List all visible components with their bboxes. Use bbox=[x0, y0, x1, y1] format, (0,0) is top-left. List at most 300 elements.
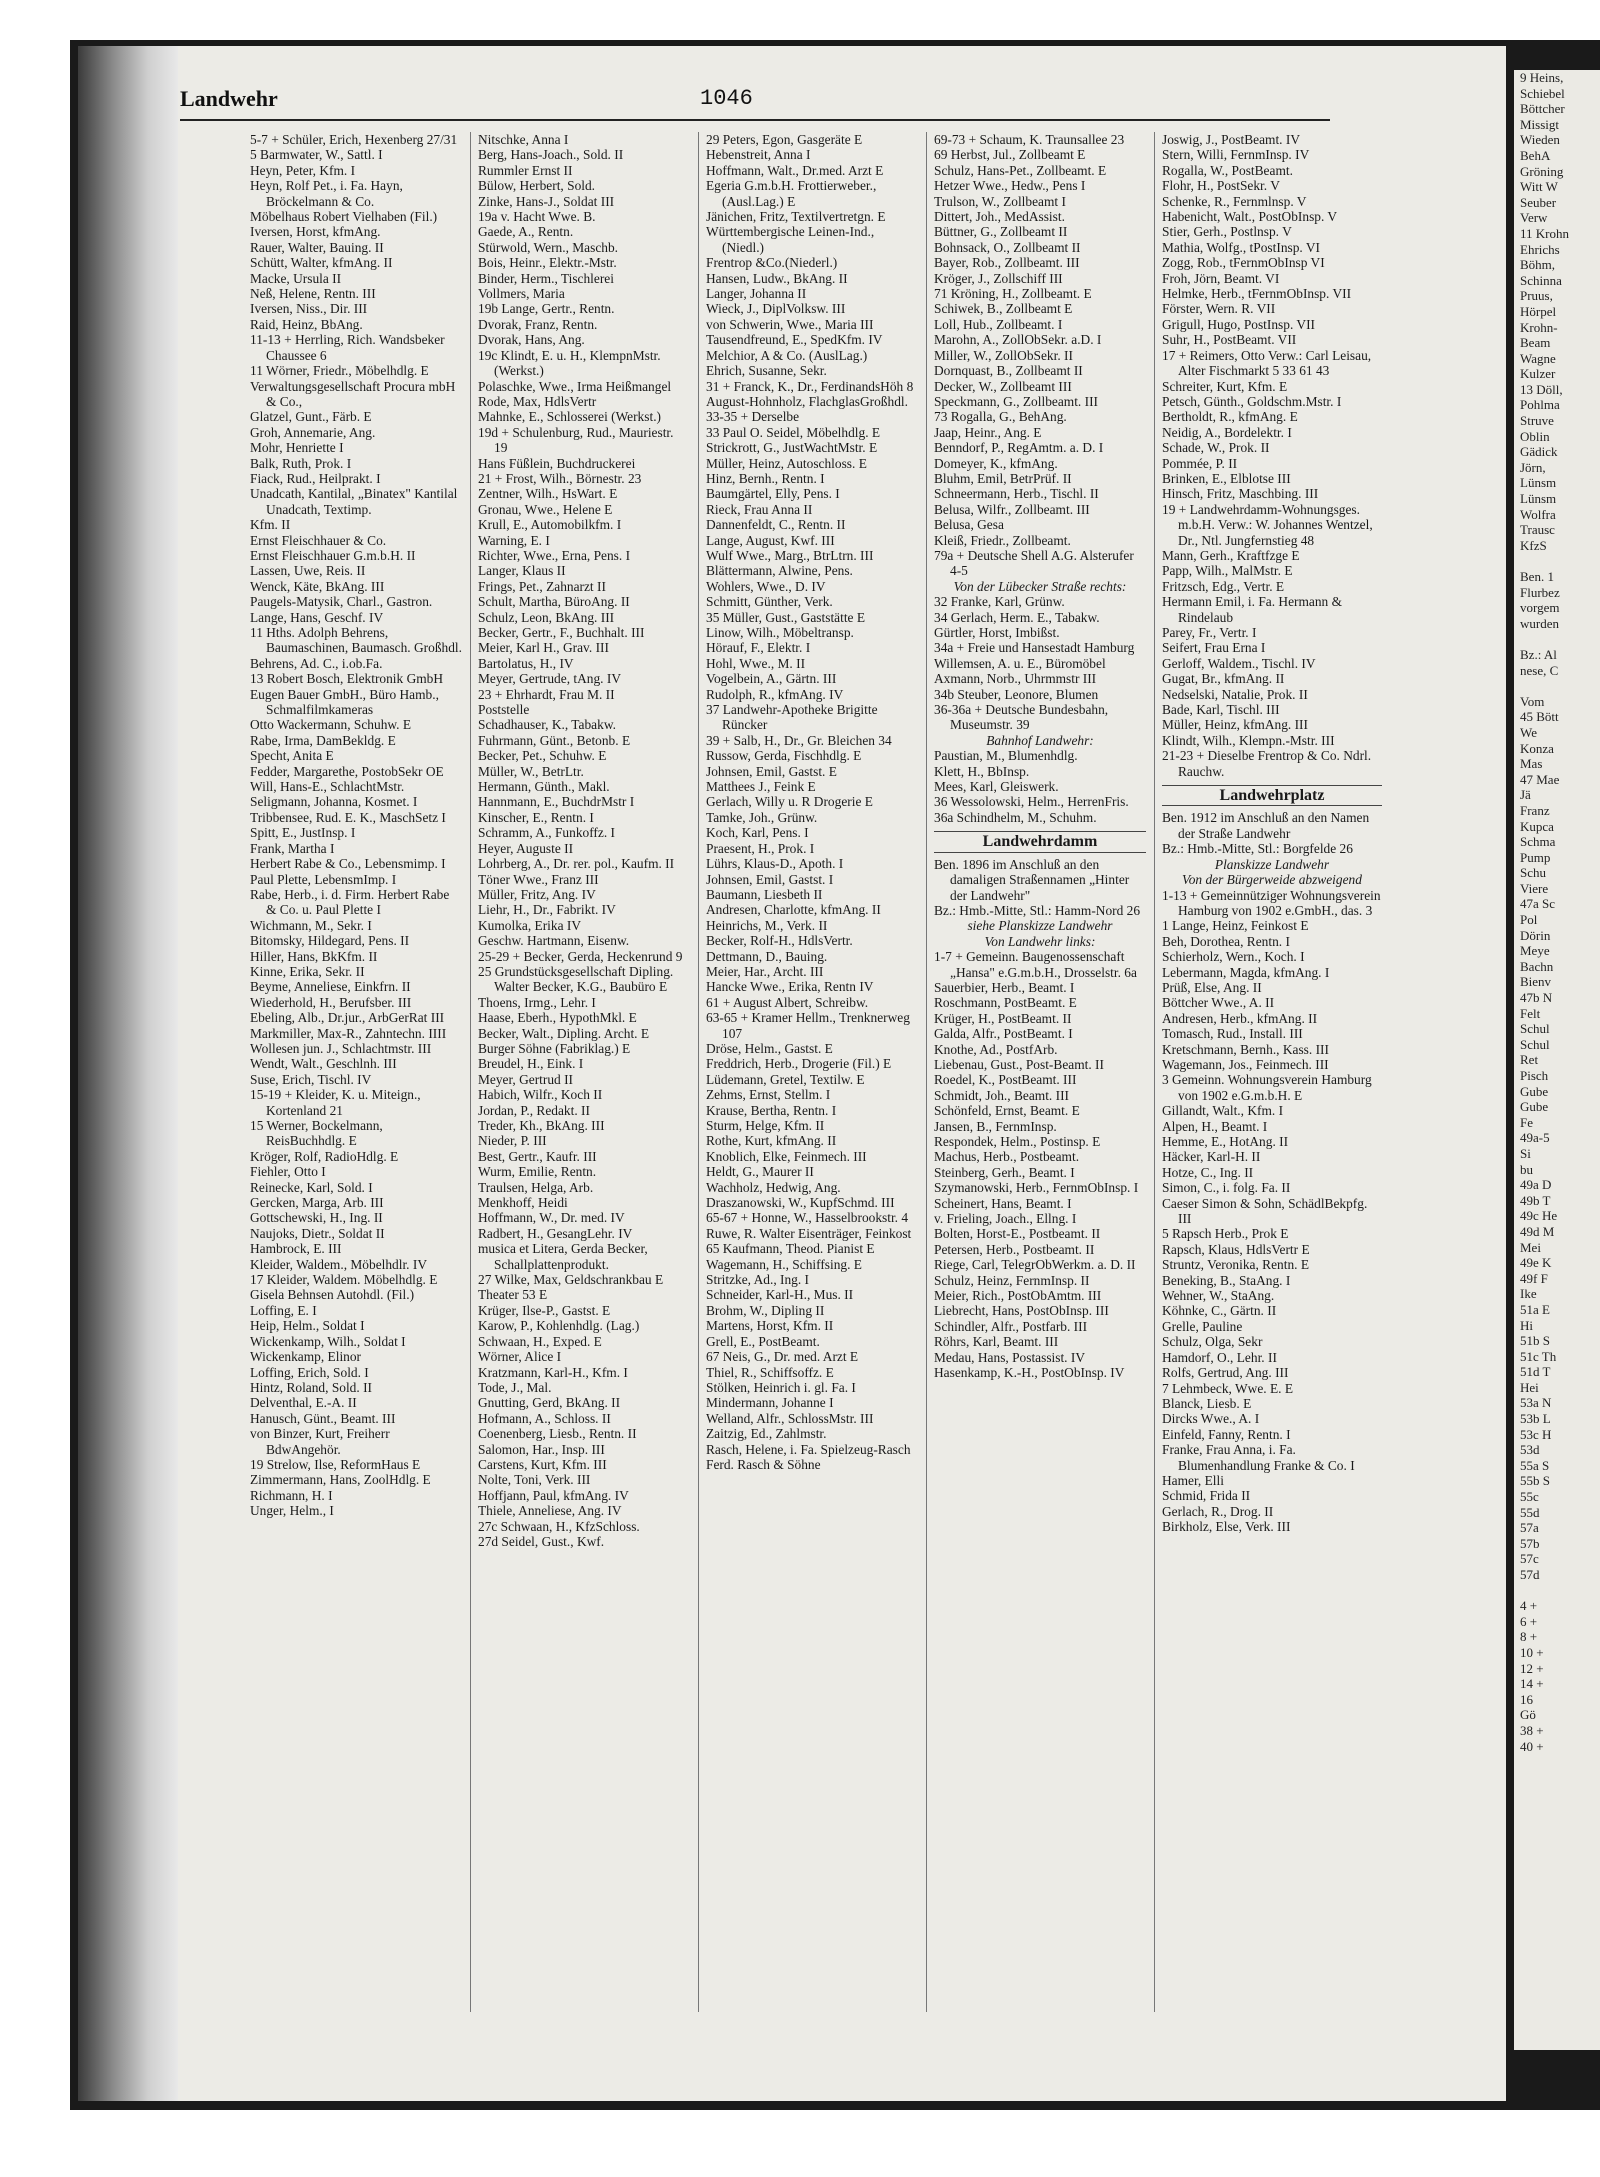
directory-entry: Schulz, Heinz, FernmInsp. II bbox=[934, 1272, 1090, 1288]
directory-entry: Mathia, Wolfg., tPostInsp. VI bbox=[1162, 239, 1320, 255]
directory-entry: Schiwek, B., Zollbeamt E bbox=[934, 301, 1073, 317]
next-page-line: 49a D bbox=[1520, 1177, 1552, 1193]
directory-entry: Rudolph, R., kfmAng. IV bbox=[706, 686, 844, 702]
directory-entry: 5 Barmwater, W., Sattl. I bbox=[250, 147, 383, 163]
directory-entry: Wohlers, Wwe., D. IV bbox=[706, 578, 826, 594]
directory-entry: Dvorak, Hans, Ang. bbox=[478, 332, 585, 348]
directory-entry: Kinne, Erika, Sekr. II bbox=[250, 963, 365, 979]
next-page-line: Fe bbox=[1520, 1114, 1533, 1130]
next-page-line: Krohn- bbox=[1520, 319, 1558, 335]
directory-entry: Zehms, Ernst, Stellm. I bbox=[706, 1087, 831, 1103]
directory-entry: Dittert, Joh., MedAssist. bbox=[934, 209, 1065, 225]
next-page-line: Schul bbox=[1520, 1036, 1550, 1052]
directory-entry: Müller, Heinz, Autoschloss. E bbox=[706, 455, 867, 471]
next-page-line: Flurbez bbox=[1520, 584, 1560, 600]
directory-entry: Fuhrmann, Günt., Betonb. E bbox=[478, 732, 631, 748]
directory-entry: Schierholz, Wern., Koch. I bbox=[1162, 949, 1305, 965]
next-page-line: 51a E bbox=[1520, 1301, 1550, 1317]
directory-entry: Dvorak, Franz, Rentn. bbox=[478, 316, 598, 332]
directory-entry: Nolte, Toni, Verk. III bbox=[478, 1472, 591, 1488]
directory-entry: Hoffmann, W., Dr. med. IV bbox=[478, 1210, 625, 1226]
directory-entry: Habich, Wilfr., Koch II bbox=[478, 1087, 603, 1103]
directory-entry: Glatzel, Gunt., Färb. E bbox=[250, 409, 372, 425]
column-divider bbox=[1154, 132, 1155, 2012]
next-page-line: 49d M bbox=[1520, 1223, 1555, 1239]
directory-entry: Wörner, Alice I bbox=[478, 1349, 562, 1365]
directory-entry: Fritzsch, Edg., Vertr. E bbox=[1162, 578, 1285, 594]
directory-entry: Hetzer Wwe., Hedw., Pens I bbox=[934, 178, 1086, 194]
directory-entry: Blanck, Liesb. E bbox=[1162, 1395, 1252, 1411]
directory-entry: Specht, Anita E bbox=[250, 748, 334, 764]
directory-entry: Jordan, P., Redakt. II bbox=[478, 1102, 590, 1118]
directory-entry: 61 + August Albert, Schreibw. bbox=[706, 994, 869, 1010]
directory-entry: Lebermann, Magda, kfmAng. I bbox=[1162, 964, 1330, 980]
directory-entry: Hermann Emil, i. Fa. Hermann & Rindelaub bbox=[1162, 594, 1342, 625]
next-page-line: 14 + bbox=[1520, 1676, 1544, 1692]
directory-entry: 36-36a + Deutsche Bundesbahn, Museumstr. 39 bbox=[934, 702, 1109, 733]
directory-entry: Nedselski, Natalie, Prok. II bbox=[1162, 686, 1308, 702]
page-number: 1046 bbox=[700, 86, 753, 111]
directory-entry: Meier, Karl H., Grav. III bbox=[478, 640, 609, 656]
directory-entry: Hiller, Hans, BkKfm. II bbox=[250, 948, 378, 964]
directory-entry: Schult, Martha, BüroAng. II bbox=[478, 594, 630, 610]
directory-entry: Praesent, H., Prok. I bbox=[706, 840, 815, 856]
directory-entry: Thoens, Irmg., Lehr. I bbox=[478, 994, 596, 1010]
directory-entry: Brohm, W., Dipling II bbox=[706, 1302, 825, 1318]
next-page-line: 55d bbox=[1520, 1504, 1540, 1520]
directory-entry: Beyme, Anneliese, Einkfrn. II bbox=[250, 979, 411, 995]
next-page-line: Seuber bbox=[1520, 194, 1557, 210]
directory-entry: 17 + Reimers, Otto Verw.: Carl Leisau, Alter Fischmarkt 5 33 61 43 bbox=[1162, 347, 1372, 379]
directory-entry: Hörauf, F., Elektr. I bbox=[706, 640, 811, 656]
next-page-line: Meye bbox=[1520, 943, 1550, 959]
directory-entry: Respondek, Helm., Postinsp. E bbox=[934, 1134, 1101, 1149]
directory-entry: Richmann, H. I bbox=[250, 1487, 333, 1503]
directory-entry: Kinscher, E., Rentn. I bbox=[478, 809, 594, 825]
directory-entry: Rolfs, Gertrud, Ang. III bbox=[1162, 1365, 1289, 1381]
directory-entry: Hoffmann, Walt., Dr.med. Arzt E bbox=[706, 162, 884, 178]
directory-entry: 3 Gemeinn. Wohnungsverein Hamburg von 1902 e.G.m.b.H. E bbox=[1162, 1072, 1372, 1103]
directory-entry: August-Hohnholz, FlachglasGroßhdl. bbox=[706, 393, 908, 409]
directory-entry: 19 + Landwehrdamm-Wohnungsges. m.b.H. Verw.: W. Johannes Wentzel, Dr., Ntl. Jungfernstieg 48 bbox=[1162, 501, 1373, 548]
directory-column-3 bbox=[706, 132, 918, 1472]
directory-entry: Württembergische Leinen-Ind., (Niedl.) bbox=[706, 224, 875, 255]
directory-entry: Loffing, Erich, Sold. I bbox=[250, 1364, 369, 1380]
directory-entry: Unadcath, Kantilal, „Binatex" Kantilal Unadcath, Textimp. bbox=[250, 486, 458, 517]
next-page-line: 47b N bbox=[1520, 990, 1553, 1006]
directory-entry: Lüdemann, Gretel, Textilw. E bbox=[706, 1071, 865, 1087]
directory-entry: Egeria G.m.b.H. Frottierweber., (Ausl.Lag.) E bbox=[706, 178, 877, 209]
directory-entry: 67 Neis, G., Dr. med. Arzt E bbox=[706, 1349, 859, 1365]
directory-entry: Franke, Frau Anna, i. Fa. Blumenhandlung Franke & Co. I bbox=[1162, 1442, 1355, 1473]
directory-entry: Birkholz, Else, Verk. III bbox=[1162, 1519, 1291, 1535]
directory-entry: Freddrich, Herb., Drogerie (Fil.) E bbox=[706, 1056, 892, 1072]
directory-entry: Willemsen, A. u. E., Büromöbel bbox=[934, 655, 1106, 671]
directory-entry: Marohn, A., ZollObSekr. a.D. I bbox=[934, 332, 1102, 348]
next-page-line: 49b T bbox=[1520, 1192, 1551, 1208]
directory-entry: Kfm. II bbox=[250, 517, 291, 533]
next-page-line: Ike bbox=[1520, 1286, 1537, 1302]
column-divider bbox=[926, 132, 927, 2012]
directory-entry: Dröse, Helm., Gastst. E bbox=[706, 1040, 833, 1056]
directory-entry: Gercken, Marga, Arb. III bbox=[250, 1195, 384, 1211]
directory-entry: von Binzer, Kurt, Freiherr BdwAngehör. bbox=[250, 1426, 390, 1457]
next-page-line: Gube bbox=[1520, 1099, 1549, 1115]
next-page-line: Pohlma bbox=[1520, 397, 1560, 413]
directory-entry: Hofmann, A., Schloss. II bbox=[478, 1410, 611, 1426]
directory-entry: Salomon, Har., Insp. III bbox=[478, 1441, 605, 1457]
next-page-line: 57d bbox=[1520, 1567, 1540, 1582]
next-page-line: 47 Mae bbox=[1520, 771, 1560, 787]
directory-entry: 71 Kröning, H., Zollbeamt. E bbox=[934, 286, 1092, 302]
directory-entry: Gerloff, Waldem., Tischl. IV bbox=[1162, 655, 1316, 671]
directory-entry: Fiack, Rud., Heilprakt. I bbox=[250, 470, 381, 486]
directory-entry: von Schwerin, Wwe., Maria III bbox=[706, 316, 874, 332]
directory-entry: Roedel, K., PostBeamt. III bbox=[934, 1072, 1077, 1088]
directory-entry: 29 Peters, Egon, Gasgeräte E bbox=[706, 132, 863, 147]
directory-entry: Theater 53 E bbox=[478, 1287, 548, 1303]
next-page-line: bu bbox=[1520, 1161, 1533, 1177]
directory-entry: Iversen, Niss., Dir. III bbox=[250, 301, 368, 317]
directory-entry: Schönfeld, Ernst, Beamt. E bbox=[934, 1103, 1080, 1119]
next-page-line: Witt W bbox=[1520, 179, 1558, 195]
directory-entry: Wollesen jun. J., Schlachtmstr. III bbox=[250, 1040, 432, 1056]
next-page-line: BehA bbox=[1520, 147, 1551, 163]
directory-entry: Traulsen, Helga, Arb. bbox=[478, 1179, 594, 1195]
directory-entry: Ferd. Rasch & Söhne bbox=[706, 1456, 821, 1472]
directory-entry: Stürwold, Wern., Maschb. bbox=[478, 239, 619, 255]
next-page-line: Missigt bbox=[1520, 116, 1560, 132]
directory-entry: Hancke Wwe., Erika, Rentn IV bbox=[706, 979, 874, 995]
directory-entry: Hintz, Roland, Sold. II bbox=[250, 1379, 372, 1395]
next-page-line: Schiebel bbox=[1520, 85, 1565, 101]
directory-entry: 69 Herbst, Jul., Zollbeamt E bbox=[934, 147, 1086, 163]
next-page-line: Wieden bbox=[1520, 132, 1560, 148]
next-page-line: Schul bbox=[1520, 1021, 1550, 1037]
directory-entry: Wehner, W., StaAng. bbox=[1162, 1288, 1275, 1304]
directory-entry: Wachholz, Hedwig, Ang. bbox=[706, 1179, 841, 1195]
directory-entry: Reinecke, Karl, Sold. I bbox=[250, 1179, 373, 1195]
directory-entry: Bluhm, Emil, BetrPrüf. II bbox=[934, 470, 1072, 486]
directory-entry: Seligmann, Johanna, Kosmet. I bbox=[250, 794, 418, 810]
directory-entry: Dornquast, B., Zollbeamt II bbox=[934, 363, 1083, 379]
directory-entry: 19d + Schulenburg, Rud., Mauriestr. 19 bbox=[478, 424, 674, 456]
directory-entry: Frings, Pet., Zahnarzt II bbox=[478, 578, 606, 594]
directory-entry: Medau, Hans, Postassist. IV bbox=[934, 1349, 1086, 1365]
next-page-line: Gröning bbox=[1520, 163, 1564, 179]
directory-entry: Burger Söhne (Fabriklag.) E bbox=[478, 1040, 631, 1056]
next-page-line: Ben. 1 bbox=[1520, 569, 1554, 584]
directory-entry: 21 + Frost, Wilh., Börnestr. 23 bbox=[478, 470, 642, 486]
next-page-line: Hörpel bbox=[1520, 303, 1557, 319]
directory-entry: Neidig, A., Bordelektr. I bbox=[1162, 424, 1292, 440]
directory-entry: Rasch, Helene, i. Fa. Spielzeug-Rasch bbox=[706, 1441, 911, 1457]
directory-entry: Coenenberg, Liesb., Rentn. II bbox=[478, 1426, 637, 1442]
directory-entry: 21-23 + Dieselbe Frentrop & Co. Ndrl. Rauchw. bbox=[1162, 748, 1372, 779]
directory-entry: Pommée, P. II bbox=[1162, 455, 1238, 471]
directory-entry: Möbelhaus Robert Vielhaben (Fil.) bbox=[250, 209, 438, 225]
directory-entry: Raid, Heinz, BbAng. bbox=[250, 316, 363, 332]
next-page-line: 6 + bbox=[1520, 1613, 1538, 1629]
directory-entry: Joswig, J., PostBeamt. IV bbox=[1162, 132, 1301, 147]
next-page-line: Wagne bbox=[1520, 350, 1556, 366]
directory-entry: Krüger, H., PostBeamt. II bbox=[934, 1010, 1072, 1026]
directory-entry: Wagemann, H., Schiffsing. E bbox=[706, 1256, 862, 1272]
next-page-line: Felt bbox=[1520, 1005, 1541, 1021]
directory-entry: Miller, W., ZollObSekr. II bbox=[934, 347, 1073, 363]
directory-entry: 65-67 + Honne, W., Hasselbrookstr. 4 bbox=[706, 1210, 909, 1226]
directory-entry: Welland, Alfr., SchlossMstr. III bbox=[706, 1410, 874, 1426]
directory-entry: Bülow, Herbert, Sold. bbox=[478, 178, 596, 194]
directory-column-1 bbox=[250, 132, 462, 1519]
next-page-line: Gädick bbox=[1520, 444, 1558, 460]
directory-entry: Ehrich, Susanne, Sekr. bbox=[706, 363, 827, 379]
directory-entry: Bitomsky, Hildegard, Pens. II bbox=[250, 933, 410, 949]
next-page-line: 49c He bbox=[1520, 1208, 1558, 1224]
directory-entry: 27 Wilke, Max, Geldschrankbau E bbox=[478, 1272, 664, 1288]
directory-entry: Gugat, Br., kfmAng. II bbox=[1162, 671, 1285, 687]
directory-entry: Becker, Pet., Schuhw. E bbox=[478, 748, 607, 764]
directory-entry: 36 Wessolowski, Helm., HerrenFris. bbox=[934, 794, 1129, 810]
directory-entry: Habenicht, Walt., PostObInsp. V bbox=[1162, 209, 1338, 225]
directory-entry: Schindler, Alfr., Postfarb. III bbox=[934, 1318, 1088, 1334]
directory-column-5 bbox=[1162, 132, 1382, 1535]
next-page-line: Wolfra bbox=[1520, 506, 1556, 522]
directory-entry: 27d Seidel, Gust., Kwf. bbox=[478, 1533, 605, 1549]
directory-entry: Belusa, Gesa bbox=[934, 517, 1004, 533]
directory-entry: Treder, Kh., BkAng. III bbox=[478, 1118, 605, 1133]
directory-entry: Förster, Wern. R. VII bbox=[1162, 301, 1276, 317]
next-page-line: 55b S bbox=[1520, 1473, 1550, 1489]
directory-entry: Ernst Fleischhauer & Co. bbox=[250, 532, 387, 548]
directory-entry: Benndorf, P., RegAmtm. a. D. I bbox=[934, 440, 1104, 456]
directory-entry: Böttcher Wwe., A. II bbox=[1162, 995, 1275, 1011]
directory-entry: Vollmers, Maria bbox=[478, 286, 565, 302]
directory-entry: Riege, Carl, TelegrObWerkm. a. D. II bbox=[934, 1257, 1136, 1273]
directory-entry: Klindt, Wilh., Klempn.-Mstr. III bbox=[1162, 732, 1335, 748]
directory-entry: Kratzmann, Karl-H., Kfm. I bbox=[478, 1364, 628, 1380]
book-page-edge bbox=[78, 46, 178, 2101]
directory-entry: Gaede, A., Rentn. bbox=[478, 224, 574, 240]
directory-entry: 5 Rapsch Herb., Prok E bbox=[1162, 1226, 1289, 1242]
next-page-line: 51d T bbox=[1520, 1364, 1551, 1380]
directory-entry: Meyer, Gertrude, tAng. IV bbox=[478, 671, 621, 687]
directory-entry: Matthees J., Feink E bbox=[706, 779, 816, 795]
directory-entry: Stier, Gerh., Postlnsp. V bbox=[1162, 224, 1292, 240]
directory-entry: 1-7 + Gemeinn. Baugenossenschaft „Hansa" e.G.m.b.H., Drosselstr. 6a bbox=[934, 949, 1137, 980]
section-note: siehe Planskizze Landwehr bbox=[967, 918, 1113, 934]
section-note: Von Landwehr links: bbox=[984, 933, 1096, 949]
directory-entry: Grell, E., PostBeamt. bbox=[706, 1333, 820, 1349]
directory-entry: Groh, Annemarie, Ang. bbox=[250, 424, 376, 440]
directory-entry: Knoblich, Elke, Feinmech. III bbox=[706, 1148, 867, 1164]
directory-entry: Büttner, G., Zollbeamt II bbox=[934, 224, 1068, 240]
directory-entry: Becker, Walt., Dipling. Archt. E bbox=[478, 1025, 650, 1041]
directory-entry: Wiederhold, H., Berufsber. III bbox=[250, 994, 412, 1010]
next-page-line: 53d bbox=[1520, 1442, 1540, 1458]
directory-entry: Ernst Fleischhauer G.m.b.H. II bbox=[250, 547, 416, 563]
directory-entry: Karow, P., Kohlenhdlg. (Lag.) bbox=[478, 1318, 640, 1334]
directory-entry: Naujoks, Dietr., Soldat II bbox=[250, 1225, 385, 1241]
directory-entry: Schwaan, H., Exped. E bbox=[478, 1333, 602, 1349]
directory-entry: Wulf Wwe., Marg., BtrLtrn. III bbox=[706, 547, 874, 563]
directory-entry: Heyn, Peter, Kfm. I bbox=[250, 162, 356, 178]
directory-entry: Bohnsack, O., Zollbeamt II bbox=[934, 239, 1081, 255]
directory-entry: Wickenkamp, Wilh., Soldat I bbox=[250, 1333, 406, 1349]
directory-entry: 11 Wörner, Friedr., Möbelhdlg. E bbox=[250, 363, 429, 379]
next-page-line: Struve bbox=[1520, 413, 1554, 429]
directory-entry: Schadhauser, K., Tabakw. bbox=[478, 717, 616, 733]
next-page-line: 45 Bött bbox=[1520, 709, 1559, 725]
directory-entry: 19a v. Hacht Wwe. B. bbox=[478, 209, 596, 225]
directory-entry: Gronau, Wwe., Helene E bbox=[478, 501, 613, 517]
next-page-line: Verw bbox=[1520, 210, 1548, 226]
directory-entry: Caeser Simon & Sohn, SchädlBekpfg. III bbox=[1162, 1195, 1368, 1227]
next-page-line: KfzS bbox=[1520, 537, 1547, 553]
directory-entry: Kröger, J., Zollschiff III bbox=[934, 270, 1063, 286]
directory-entry: Wichmann, M., Sekr. I bbox=[250, 917, 372, 933]
directory-entry: Sauerbier, Herb., Beamt. I bbox=[934, 979, 1075, 995]
next-page-line: 40 + bbox=[1520, 1738, 1544, 1754]
column-divider bbox=[698, 132, 699, 2012]
directory-entry: 15-19 + Kleider, K. u. Miteign., Kortenland 21 bbox=[250, 1087, 421, 1118]
directory-entry: Schütt, Walter, kfmAng. II bbox=[250, 255, 393, 271]
directory-entry: Wieck, J., DiplVolksw. III bbox=[706, 301, 846, 317]
directory-entry: Lange, Hans, Geschf. IV bbox=[250, 609, 384, 625]
directory-entry: Stritzke, Ad., Ing. I bbox=[706, 1272, 810, 1288]
directory-entry: Suse, Erich, Tischl. IV bbox=[250, 1071, 372, 1087]
directory-entry: Jaap, Heinr., Ang. E bbox=[934, 424, 1042, 440]
section-note: Planskizze Landwehr bbox=[1214, 856, 1330, 872]
directory-entry: Kretschmann, Bernh., Kass. III bbox=[1162, 1041, 1329, 1057]
directory-entry: Bertholdt, R., kfmAng. E bbox=[1162, 409, 1298, 425]
directory-entry: Nitschke, Anna I bbox=[478, 132, 569, 147]
next-page-line: Jörn, bbox=[1520, 459, 1546, 475]
directory-entry: Speckmann, G., Zollbeamt. III bbox=[934, 393, 1098, 409]
directory-entry: Liebenau, Gust., Post-Beamt. II bbox=[934, 1056, 1104, 1072]
directory-entry: 37 Landwehr-Apotheke Brigitte Rüncker bbox=[706, 702, 878, 733]
directory-entry: Grigull, Hugo, PostInsp. VII bbox=[1162, 316, 1316, 332]
next-page-line: Gube bbox=[1520, 1083, 1549, 1099]
directory-entry: Langer, Johanna II bbox=[706, 286, 807, 302]
next-page-line: We bbox=[1520, 724, 1537, 740]
directory-entry: 34 Gerlach, Herm. E., Tabakw. bbox=[934, 609, 1100, 625]
directory-entry: Galda, Alfr., PostBeamt. I bbox=[934, 1026, 1073, 1042]
directory-entry: Hannmann, E., BuchdrMstr I bbox=[478, 794, 635, 810]
next-page-line: 16 bbox=[1520, 1691, 1533, 1707]
directory-entry: Wendt, Walt., Geschlnh. III bbox=[250, 1056, 397, 1072]
directory-entry: Gürtler, Horst, Imbißst. bbox=[934, 625, 1060, 640]
directory-entry: Johnsen, Emil, Gastst. E bbox=[706, 763, 837, 779]
directory-entry: Wurm, Emilie, Rentn. bbox=[478, 1164, 597, 1180]
directory-entry: 25 Grundstücksgesellschaft Dipling. Walter Becker, K.G., Baubüro E bbox=[478, 963, 674, 995]
directory-entry: Melchior, A & Co. (AuslLag.) bbox=[706, 347, 868, 363]
directory-entry: Ben. 1912 im Anschluß an den Namen der Straße Landwehr bbox=[1162, 810, 1370, 841]
directory-entry: Best, Gertr., Kaufr. III bbox=[478, 1148, 597, 1164]
page-header bbox=[180, 86, 1330, 126]
directory-entry: Einfeld, Fanny, Rentn. I bbox=[1162, 1426, 1291, 1442]
directory-entry: 19b Lange, Gertr., Rentn. bbox=[478, 301, 615, 317]
directory-entry: Zimmermann, Hans, ZoolHdlg. E bbox=[250, 1472, 431, 1488]
directory-entry: Alpen, H., Beamt. I bbox=[1162, 1118, 1268, 1134]
next-page-line: 57b bbox=[1520, 1535, 1540, 1551]
directory-entry: Rode, Max, HdlsVertr bbox=[478, 393, 597, 409]
directory-entry: Linow, Wilh., Möbeltransp. bbox=[706, 625, 854, 640]
directory-entry: Krause, Bertha, Rentn. I bbox=[706, 1102, 837, 1118]
directory-entry: Wagemann, Jos., Feinmech. III bbox=[1162, 1056, 1329, 1072]
directory-entry: Tribbensee, Rud. E. K., MaschSetz I bbox=[250, 809, 446, 825]
directory-entry: Paugels-Matysik, Charl., Gastron. bbox=[250, 594, 433, 610]
directory-entry: Warning, E. I bbox=[478, 532, 550, 548]
directory-entry: 36a Schindhelm, M., Schuhm. bbox=[934, 809, 1097, 825]
directory-entry: Andresen, Charlotte, kfmAng. II bbox=[706, 902, 881, 918]
directory-entry: Suhr, H., PostBeamt. VII bbox=[1162, 332, 1297, 348]
directory-entry: Meyer, Gertrud II bbox=[478, 1071, 574, 1087]
directory-entry: Schade, W., Prok. II bbox=[1162, 440, 1270, 456]
directory-entry: 69-73 + Schaum, K. Traunsallee 23 bbox=[934, 132, 1125, 147]
directory-entry: Stölken, Heinrich i. gl. Fa. I bbox=[706, 1379, 856, 1395]
directory-entry: Szymanowski, Herb., FernmObInsp. I bbox=[934, 1180, 1139, 1196]
directory-entry: 5-7 + Schüler, Erich, Hexenberg 27/31 bbox=[250, 132, 458, 147]
next-page-line: Bz.: Al bbox=[1520, 646, 1557, 662]
next-page-line: Mas bbox=[1520, 756, 1543, 772]
directory-entry: Hasenkamp, K.-H., PostObInsp. IV bbox=[934, 1365, 1125, 1381]
next-page-line bbox=[1514, 631, 1600, 647]
directory-entry: Struntz, Veronika, Rentn. E bbox=[1162, 1257, 1310, 1273]
directory-entry: Loll, Hub., Zollbeamt. I bbox=[934, 316, 1063, 332]
directory-entry: Trulson, W., Zollbeamt I bbox=[934, 193, 1066, 209]
directory-entry: Behrens, Ad. C., i.ob.Fa. bbox=[250, 655, 383, 671]
directory-entry: Poststelle bbox=[478, 702, 530, 718]
directory-entry: Meier, Rich., PostObAmtm. III bbox=[934, 1288, 1102, 1304]
directory-entry: Rothe, Kurt, kfmAng. II bbox=[706, 1133, 837, 1149]
directory-entry: 31 + Franck, K., Dr., FerdinandsHöh 8 bbox=[706, 378, 914, 394]
section-note: Bahnhof Landwehr: bbox=[986, 732, 1094, 748]
directory-entry: Markmiller, Max-R., Zahntechn. IIII bbox=[250, 1025, 447, 1041]
directory-entry: Parey, Fr., Vertr. I bbox=[1162, 625, 1257, 640]
next-page-fragment bbox=[1514, 70, 1600, 2050]
directory-entry: Zentner, Wilh., HsWart. E bbox=[478, 486, 618, 502]
directory-entry: Mees, Karl, Gleiswerk. bbox=[934, 779, 1059, 795]
directory-entry: Hinsch, Fritz, Maschbing. III bbox=[1162, 486, 1319, 502]
directory-entry: Bade, Karl, Tischl. III bbox=[1162, 702, 1280, 718]
directory-entry: Klett, H., BbInsp. bbox=[934, 763, 1030, 779]
directory-entry: Menkhoff, Heidi bbox=[478, 1195, 568, 1211]
directory-entry: Otto Wackermann, Schuhw. E bbox=[250, 717, 412, 733]
next-page-line: Mei bbox=[1520, 1239, 1541, 1255]
next-page-line: Lünsm bbox=[1520, 491, 1557, 507]
directory-entry: 23 + Ehrhardt, Frau M. II bbox=[478, 686, 615, 702]
directory-entry: Mann, Gerh., Kraftfzge E bbox=[1162, 547, 1300, 563]
directory-entry: 11-13 + Herrling, Rich. Wandsbeker Chaussee 6 bbox=[250, 332, 445, 363]
directory-entry: Prüß, Else, Ang. II bbox=[1162, 979, 1262, 995]
directory-entry: Heip, Helm., Soldat I bbox=[250, 1318, 365, 1334]
directory-entry: Eugen Bauer GmbH., Büro Hamb., Schmalfilmkameras bbox=[250, 686, 439, 718]
directory-entry: Polaschke, Wwe., Irma Heißmangel bbox=[478, 378, 672, 394]
directory-entry: Schneider, Karl-H., Mus. II bbox=[706, 1287, 854, 1303]
next-page-line: Ehrichs bbox=[1520, 241, 1560, 257]
next-page-line: Konza bbox=[1520, 740, 1554, 756]
directory-entry: Mahnke, E., Schlosserei (Werkst.) bbox=[478, 409, 661, 425]
directory-entry: Frank, Martha I bbox=[250, 840, 335, 856]
directory-entry: 1 Lange, Heinz, Feinkost E bbox=[1162, 918, 1309, 934]
directory-entry: 79a + Deutsche Shell A.G. Alsterufer 4-5 bbox=[934, 547, 1134, 579]
directory-entry: Stern, Willi, FernmInsp. IV bbox=[1162, 147, 1310, 163]
next-page-line: 53c H bbox=[1520, 1426, 1552, 1442]
next-page-line: Pump bbox=[1520, 849, 1551, 865]
next-page-line bbox=[1514, 678, 1600, 694]
next-page-line: 57a bbox=[1520, 1520, 1539, 1536]
